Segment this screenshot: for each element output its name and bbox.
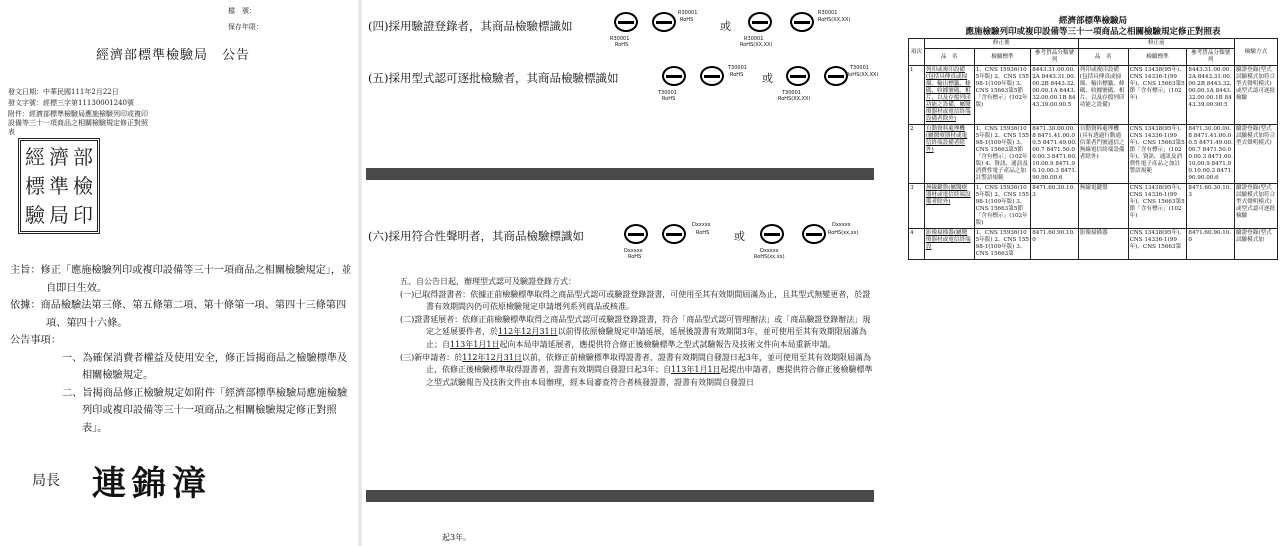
or-word: 或 [734,230,745,243]
cell-seq: 4 [909,229,925,260]
mark-code: Dxxxxx [760,248,779,254]
header-after: 修正後 [924,39,1078,49]
marking-rules-page [362,0,878,546]
mark-rule-5: (五)採用型式認可逐批檢驗者，其商品檢驗標識如 [368,71,619,85]
date-run: 113年1月1日 [671,365,721,375]
announcement-page [0,0,358,546]
cell-code-after: 8471.60.90.10.0 [1031,229,1079,260]
header-std: 檢驗標準 [1128,49,1187,66]
redaction-bar [366,490,874,502]
header-method: 檢驗方式 [1234,39,1277,66]
cell-name-after: 列印或複印設備(包括具傳真或掃描、輸出標籤、條碼、收據號碼、相片，以及存擋列印功能之設備，屬醫療器材或電信終端設備者除外) [924,66,974,125]
cell-method: 驗證登錄(型式試驗模式加符合型式聲明模式) [1234,125,1277,184]
table-title-agency: 經濟部標準檢驗局 [1058,16,1127,26]
signer-title: 局長 [32,473,60,489]
cell-code-before: 8443.31.00.00.2A 8443.31.00.00.2B 8443.32.00.00.1A 8443.32.00.00.1B 8443.39.00.90.5 [1187,66,1235,125]
cell-method: 驗證登錄(型式試驗模式加符合型式聲明模式)或型式認可逐批檢驗 [1234,66,1277,125]
header-name: 品 名 [924,49,974,66]
seal-char: 經 [25,145,45,170]
seal-char: 局 [49,202,69,227]
retention-label: 保存年限： [228,23,263,31]
mark-rohs: RoHS [696,230,710,236]
cell-code-after: 8471.60.30.10.3 [1031,184,1079,229]
cell-seq: 3 [909,184,925,229]
cell-std-before: CNS 13438(95年)、CNS 14336-1(99年)、CNS 15663第5節「含有標示」(102年)、資訊、通訊及消費性電子產品之加註警語規範 [1128,125,1187,184]
date-run: 113年1月1日 [450,339,500,349]
cell-code-before: 8471.60.30.10.3 [1187,184,1235,229]
inspection-mark-icon [786,66,810,86]
header-code: 參考貨品分類號列 [1031,49,1079,66]
header-name: 品 名 [1078,49,1128,66]
seal-char: 印 [73,202,93,227]
mark-rule-4: (四)採用驗證登錄者，其商品檢驗標識如 [368,19,573,33]
subject-line: 主旨：修正「應施檢驗列印或複印設備等三十一項商品之相關檢驗規定」，並自即日生效。 [10,265,352,294]
inspection-mark-icon [700,66,724,86]
mark-rohs: RoHS [662,96,676,102]
cell-method: 驗證登錄(型式試驗模式加 [1234,229,1277,260]
mark-rohs: RoHS [730,72,744,78]
mark-code: R30001 [744,36,764,42]
mark-code: Dxxxxx [624,248,643,254]
date-run: 112年12月31日 [462,352,522,362]
or-word: 或 [720,20,731,33]
seal-char: 部 [73,145,93,170]
cell-name-after: 影像掃描器(屬醫療器材或電信終端設 [924,229,974,260]
text-run: 起向本局申請延展者，應提供符合修正後檢驗標準之型式試驗報告及技術文件向本局重新申請。 [499,339,836,349]
cell-name-before: 無線電鍵盤 [1078,184,1128,229]
cell-std-before: CNS 13438(95年)、CNS 14336-1(99年)、CNS 15663第5節「含有標示」(102年) [1128,66,1187,125]
text-run: 以前，依修正前檢驗標準取得證書者，證書有效期間自發證日起3年，並可使用至其有效期限屆滿為止，依修正後檢驗標準取得證書者，證書有效期間自發證日起3年；自 [426,352,871,375]
inspection-mark-icon [824,66,848,86]
official-seal [18,138,100,234]
mark-rohs: RoHS [680,17,694,23]
cell-code-after: 8471.30.00.00.8 8471.41.00.00.5 8471.49.00.00.7 8471.50.00.00.3 8471.60.10.00.9 8471.90.10.00.3 8471.90.90.00.6 [1031,125,1079,184]
notice-item: 一、為確保消費者權益及使用安全，修正旨揭商品之檢驗標準及相關檢驗規定。 [62,352,348,381]
notice-item: 二、旨揭商品修正檢驗規定如附件「經濟部標準檢驗局應施檢驗列印或複印設備等三十一項商品之相關檢驗規定修正對照表」。 [62,387,348,434]
cell-std-after: 1、CNS 15936(105年版) 2、CNS 15598-1(109年版) 3、CNS 15663第5節「含有標示」(102年版) [974,66,1031,125]
mark-rohs-xx: RoHS(XX,XX) [846,72,878,78]
attachment-note: 附件：經濟部標準檢驗局應施檢驗列印或複印設備等三十一項商品之相關檢驗規定修正對照表 [8,110,148,136]
mark-code: T30001 [782,90,801,96]
inspection-mark-icon [662,224,686,244]
inspection-mark-icon [748,12,772,32]
mark-rohs: RoHS [615,42,629,48]
mark-rule-6: (六)採用符合性聲明者，其商品檢驗標識如 [368,229,584,243]
mark-code: Dxxxxx [832,222,851,228]
cell-name-before: 影像掃描器 [1078,229,1128,260]
cell-std-after: 1、CNS 15936(105年版) 2、CNS 15598-1(109年版) 3、CNS 15663第 [974,229,1031,260]
comparison-table-page [906,0,1280,546]
cell-std-before: CNS 13438(95年)、CNS 14336-1(99年)、CNS 15663第 [1128,229,1187,260]
mark-code: R30001 [610,36,630,42]
inspection-mark-icon [802,224,826,244]
inspection-mark-icon [614,12,638,32]
table-row [909,125,1278,184]
sub-item-3 [400,352,876,390]
mark-code: R30001 [678,10,698,16]
table-row [909,229,1278,260]
comparison-table [908,38,1278,260]
announcement-body [10,262,352,437]
cell-code-after: 8443.31.00.00.2A 8443.31.00.00.2B 8443.32.00.00.1A 8443.32.00.00.1B 8443.39.00.90.5 [1031,66,1079,125]
mark-code: R30001 [818,10,838,16]
mark-rohs-xx: RoHS(XX,XX) [740,42,773,48]
mark-code: T30001 [850,65,869,71]
mark-rohs: RoHS [628,254,642,260]
cell-code-before: 8471.30.00.00.8 8471.41.00.00.5 8471.49.00.00.7 8471.50.00.00.3 8471.60.10.00.9 8471.90.10.00.3 8471.90.90.00.6 [1187,125,1235,184]
redaction-bar [366,168,874,180]
cell-std-before: CNS 13438(95年)、CNS 14336-1(99年)、CNS 15663第5節「含有標示」(102年) [1128,184,1187,229]
agency-title: 經濟部標準檢驗局 公告 [96,48,251,63]
inspection-mark-icon [662,66,686,86]
seal-char: 準 [49,173,69,198]
inspection-mark-icon [624,224,648,244]
inspection-mark-icon [652,12,676,32]
header-std: 檢驗標準 [974,49,1031,66]
sub-item-1: (一)已取得證書者：依據正前檢驗標準取得之商品型式認可或驗證登錄證書，可使用至其有效期間屆滿為止，且其型式無變更者，於證書有效期間內仍可依原檢驗規定申請增列系列商品或核准。 [400,289,871,312]
text-run: (二)證書延展者：依修正前檢驗標準取得之商品型式認可或驗證登錄證書，符合「商品型式認可管理辦法」或「商品驗證登錄辦法」規定之延展要件者，於 [400,314,871,337]
cell-name-after: 無線鍵盤(屬醫療器材或電信終端設備者除外) [924,184,974,229]
text-run: (三)新申請者：於 [400,352,463,362]
certificate-rules-text [400,276,876,389]
basis-line: 依據：商品檢驗法第三條、第五條第二項、第十條第一項、第四十三條第四項、第四十六條。 [10,300,347,329]
cell-seq: 2 [909,125,925,184]
cell-code-before: 8471.60.90.10.0 [1187,229,1235,260]
page-gap [878,0,906,546]
para-5: 五、自公告日起，辦理型式認可及驗證登錄方式： [400,277,576,286]
archive-label: 檔 號： [228,7,256,15]
cell-name-before: 自動資料處理機(具有透過行動通信業者門號通信之無線電信終端設備者除外) [1078,125,1128,184]
inspection-mark-icon [760,224,784,244]
seal-char: 檢 [73,173,93,198]
issue-number: 發文字號：經標三字第11130001240號 [8,99,134,107]
text-run: 起提出申請者，應提供符合修正後檢驗標準之型式試驗報告及技術文件由本局辦理，經本局審查符合者核發證書，證書有效期間自發證日 [426,365,873,387]
seal-char: 驗 [25,202,45,227]
mark-code: T30001 [728,65,747,71]
text-run: 以前得依原檢驗規定申請延展，延展後證書有效期間3年，並可使用至其有效期限屆滿為止；自 [426,327,867,349]
mark-rohs-xx: RoHS(XX,XX) [818,17,851,23]
sub-item-2 [400,314,876,352]
date-run: 112年12月31日 [498,327,558,337]
notice-heading: 公告事項： [10,335,61,346]
cell-seq: 1 [909,66,925,125]
cell-std-after: 1、CNS 15936(105年版) 2、CNS 15598-1(109年版) 3、CNS 15663第5節「含有標示」(102年版) 4、資訊、通訊及消費性電子產品之加註警語規範 [974,125,1031,184]
or-word: 或 [762,72,773,85]
header-code: 參考貨品分類號列 [1187,49,1235,66]
cell-name-after: 自動資料處理機(屬醫療器材或電信終端設備者除外) [924,125,974,184]
mark-code: T30001 [658,90,677,96]
mark-rohs-xx: RoHS(xx,xx) [754,254,785,260]
table-row [909,184,1278,229]
seal-char: 濟 [49,145,69,170]
signer-name: 連錦漳 [92,464,212,504]
tail-text: 起3年。 [442,533,472,542]
seal-char: 標 [25,173,45,198]
issue-date: 發文日期：中華民國111年2月22日 [8,88,119,96]
header-before: 修正前 [1078,39,1234,49]
cell-std-after: 1、CNS 15936(105年版) 2、CNS 15598-1(109年版) 3、CNS 15663第5節「含有標示」(102年版) [974,184,1031,229]
cell-method: 驗證登錄(型式試驗模式加符合型式聲明模式)或型式認可逐批檢驗 [1234,184,1277,229]
header-seq: 項次 [909,39,925,66]
table-row [909,66,1278,125]
mark-rohs-xx: RoHS(xx,xx) [828,230,859,236]
inspection-mark-icon [790,12,814,32]
cell-name-before: 列印或複印設備(包括具傳真或掃描、輸出標籤、條碼、收據號碼、相片，以及存擋列印功能之設備) [1078,66,1128,125]
mark-code: Dxxxxx [692,222,711,228]
mark-rohs-xx: RoHS(XX,XX) [778,96,811,102]
table-title: 應施檢驗列印或複印設備等三十一項商品之相關檢驗規定修正對照表 [965,27,1221,37]
